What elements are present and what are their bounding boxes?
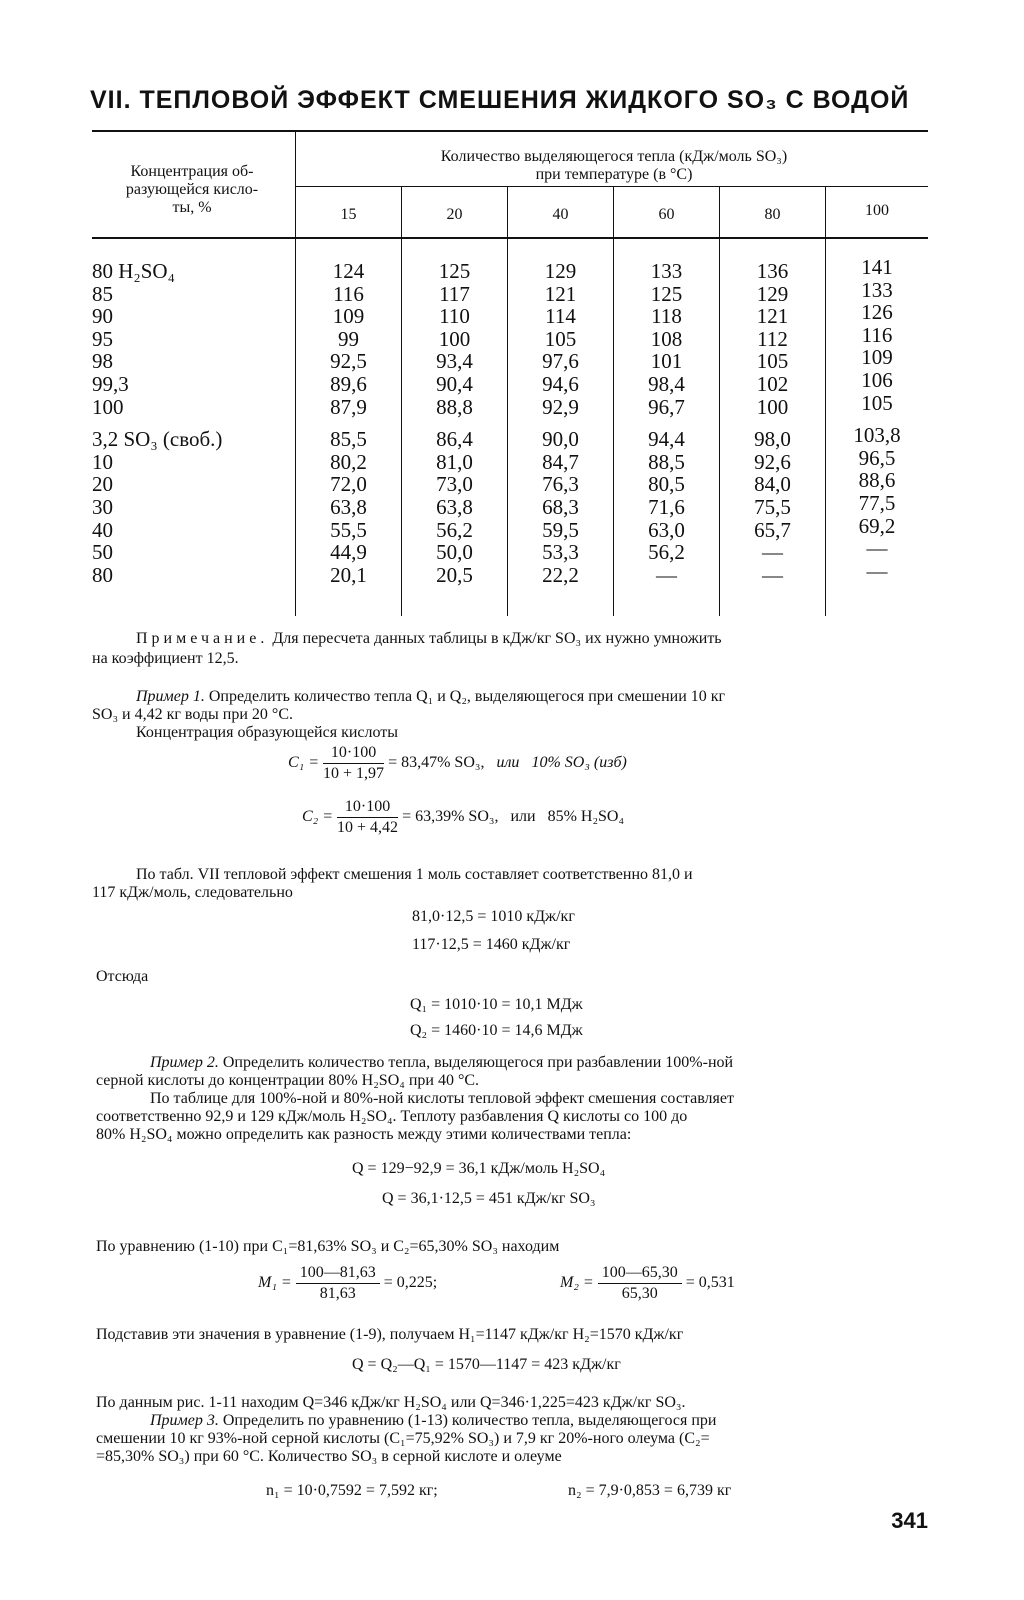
row-label: 95 (92, 326, 113, 351)
equation-line: Q = 36,1·12,5 = 451 кДж/кг SO₃ (382, 1190, 596, 1207)
example2-line: серной кислоты до концентрации 80% H₂SO₄ при 40 °С. (96, 1072, 480, 1089)
temperature-header: 100 (865, 202, 889, 219)
table-cell: 125 (438, 259, 471, 283)
table-cell: 89,6 (330, 371, 367, 396)
example2-label: Пример 2. (150, 1054, 219, 1071)
row-label: 50 (92, 540, 113, 565)
table-cell: 92,9 (542, 394, 579, 419)
m2-fraction (598, 1264, 682, 1303)
table-cell: 20,1 (330, 562, 367, 587)
m1-denominator: 81,63 (319, 1285, 356, 1302)
table-cell: 84,0 (754, 472, 791, 497)
example3-line (150, 1412, 716, 1430)
table-cell: 69,2 (858, 513, 896, 538)
example1-line: По табл. VII тепловой эффект смешения 1 моль составляет соответственно 81,0 и (136, 866, 693, 883)
equation-c2 (302, 798, 624, 837)
data-column-40 (508, 260, 613, 586)
table-cell: — (866, 536, 888, 561)
c1-numerator: 10·100 (323, 744, 384, 764)
example1-text: Определить количество тепла Q₁ и Q₂, выделяющегося при смешении 10 кг (204, 688, 726, 705)
equation-line: Q = 129−92,9 = 36,1 кДж/моль H₂SO₄ (352, 1160, 606, 1177)
table-cell: 80,5 (648, 472, 685, 497)
example3-line: =85,30% SO₃) при 60 °С. Количество SO₃ в серной кислоте и олеуме (96, 1448, 562, 1465)
temperature-divider-rule (296, 186, 928, 187)
table-cell: 75,5 (754, 494, 791, 519)
example3-label: Пример 3. (150, 1412, 219, 1429)
page-number: 341 (891, 1508, 928, 1533)
example1-line: 117 кДж/моль, следовательно (92, 884, 293, 901)
table-cell: 92,5 (330, 349, 367, 374)
table-cell: 101 (650, 349, 683, 374)
row-label: 80 H₂SO₄ (92, 259, 175, 283)
table-cell: 77,5 (858, 490, 896, 515)
table-cell: 50,0 (436, 540, 473, 565)
table-cell: 116 (861, 322, 893, 347)
table-cell: 121 (544, 281, 577, 306)
table-cell: 63,8 (330, 494, 367, 519)
equation-m1 (258, 1264, 437, 1303)
example2-line (150, 1054, 733, 1072)
table-cell: 125 (650, 281, 683, 306)
m1-lhs: M₁ = (258, 1274, 292, 1292)
page-title: VII. ТЕПЛОВОЙ ЭФФЕКТ СМЕШЕНИЯ ЖИДКОГО SO₃ С ВОДОЙ (90, 86, 910, 114)
table-cell: 112 (757, 326, 788, 351)
table-cell: 20,5 (436, 562, 473, 587)
example2-text: Определить количество тепла, выделяющегося при разбавлении 100%-ной (218, 1054, 734, 1071)
m2-result: = 0,531 (685, 1274, 735, 1292)
c2-lhs: C₂ = (302, 808, 334, 826)
example2-line: По данным рис. 1-11 находим Q=346 кДж/кг H₂SO₄ или Q=346·1,225=423 кДж/кг SO₃. (96, 1394, 686, 1411)
table-cell: 65,7 (754, 517, 791, 542)
row-label: 90 (92, 304, 113, 329)
table-cell: 133 (650, 259, 683, 283)
table-cell: 124 (332, 259, 365, 283)
table-cell: 94,6 (542, 371, 579, 396)
example1-line: SO₃ и 4,42 кг воды при 20 °С. (92, 706, 293, 723)
note-line (136, 630, 722, 648)
c2-result: = 63,39% SO₃, (402, 808, 499, 826)
row-label: 98 (92, 349, 113, 374)
table-cell: 103,8 (853, 423, 901, 448)
table-cell: 86,4 (436, 427, 473, 452)
equation-m2 (560, 1264, 735, 1303)
column-group-header-line: Количество выделяющегося тепла (кДж/моль SO₃) (440, 148, 788, 165)
row-label: 20 (92, 472, 113, 497)
table-cell: 90,0 (542, 427, 579, 452)
c2-or: или (510, 808, 536, 826)
table-cell: 71,6 (648, 494, 685, 519)
c2-alt: 85% H₂SO₄ (547, 808, 625, 826)
row-label-column (92, 260, 292, 586)
equation-c1 (288, 744, 627, 783)
table-cell: 96,7 (648, 394, 685, 419)
table-cell: 59,5 (542, 517, 579, 542)
table-cell: 94,4 (648, 427, 685, 452)
c1-result: = 83,47% SO₃, (388, 754, 485, 772)
data-column-20 (402, 260, 507, 586)
example3-line: смешении 10 кг 93%-ной серной кислоты (C₁=75,92% SO₃) и 7,9 кг 20%-ного олеума (C₂= (96, 1430, 710, 1447)
row-labels (92, 260, 292, 586)
row-label: 85 (92, 281, 113, 306)
table-cell: 99 (338, 326, 359, 351)
temperature-header: 15 (340, 206, 357, 223)
table-cell: 87,9 (330, 394, 367, 419)
row-header-line: Концентрация об- (130, 163, 254, 180)
example2-line: По уравнению (1-10) при C₁=81,63% SO₃ и C₂=65,30% SO₃ находим (96, 1238, 560, 1255)
table-cell: 114 (545, 304, 576, 329)
temperature-header: 80 (764, 206, 781, 223)
table-cell: 98,0 (754, 427, 791, 452)
equation-q2: Q₂ = 1460·10 = 14,6 МДж (410, 1022, 583, 1039)
equation-line: Q = Q₂—Q₁ = 1570—1147 = 423 кДж/кг (352, 1356, 621, 1373)
table-cell: 76,3 (542, 472, 579, 497)
m1-result: = 0,225; (383, 1274, 438, 1292)
row-header-line: разующейся кисло- (125, 181, 259, 198)
table-cell: 63,8 (436, 494, 473, 519)
table-cell: 92,6 (754, 449, 791, 474)
table-cell: 109 (332, 304, 365, 329)
equation-line: 81,0·12,5 = 1010 кДж/кг (412, 908, 575, 925)
table-cell: 121 (756, 304, 789, 329)
c2-fraction (337, 798, 398, 837)
table-cell: 22,2 (542, 562, 579, 587)
table-cell: 63,0 (648, 517, 685, 542)
table-cell: 44,9 (330, 540, 367, 565)
table-cell: — (656, 562, 677, 587)
table-cell: 73,0 (436, 472, 473, 497)
table-cell: — (866, 558, 888, 583)
table-cell: 97,6 (542, 349, 579, 374)
m2-numerator: 100—65,30 (598, 1264, 682, 1284)
table-cell: 126 (861, 300, 893, 325)
table-cell: 90,4 (436, 371, 473, 396)
temperature-header: 20 (446, 206, 463, 223)
table-cell: 88,8 (436, 394, 473, 419)
table-cell: 100 (438, 326, 471, 351)
table-cell: 102 (756, 371, 789, 396)
equation-line: 117·12,5 = 1460 кДж/кг (412, 936, 571, 953)
row-header (92, 163, 292, 217)
table-cell: 141 (861, 255, 893, 279)
example2-line: Подставив эти значения в уравнение (1-9), получаем H₁=1147 кДж/кг H₂=1570 кДж/кг (96, 1326, 684, 1343)
table-cell: 72,0 (330, 472, 367, 497)
c1-alt: 10% SO₃ (изб) (531, 754, 627, 772)
table-cell: 88,6 (858, 468, 896, 493)
equation-n2: n₂ = 7,9·0,853 = 6,739 кг (568, 1482, 732, 1499)
column-group-header-line: при температуре (в °С) (535, 166, 693, 183)
data-column-60 (614, 260, 719, 586)
table-cell: — (762, 540, 783, 565)
example1-line (136, 688, 725, 706)
table-cell: 105 (544, 326, 577, 351)
note-label: Примечание. (136, 630, 269, 647)
temperature-header: 40 (552, 206, 569, 223)
equation-q1: Q₁ = 1010·10 = 10,1 МДж (410, 996, 583, 1013)
table-cell: 129 (544, 259, 577, 283)
table-cell: — (762, 562, 783, 587)
c1-denominator: 10 + 1,97 (323, 765, 385, 782)
table-cell: 110 (439, 304, 470, 329)
table-cell: 56,2 (648, 540, 685, 565)
table-cell: 93,4 (436, 349, 473, 374)
table-cell: 68,3 (542, 494, 579, 519)
note-line: на коэффициент 12,5. (92, 650, 239, 667)
example2-line: По таблице для 100%-ной и 80%-ной кислоты тепловой эффект смешения составляет (150, 1090, 734, 1107)
table-cell: 85,5 (330, 427, 367, 452)
table-cell: 109 (861, 345, 893, 370)
data-column-100 (826, 256, 928, 582)
table-cell: 133 (861, 277, 893, 302)
table-cell: 88,5 (648, 449, 685, 474)
table-cell: 53,3 (542, 540, 579, 565)
m2-lhs: M₂ = (560, 1274, 594, 1292)
column-group-header (300, 148, 928, 184)
c2-denominator: 10 + 4,42 (337, 819, 399, 836)
example1-line: Концентрация образующейся кислоты (136, 724, 399, 741)
data-column-80 (720, 260, 825, 586)
m1-numerator: 100—81,63 (296, 1264, 380, 1284)
row-label: 80 (92, 562, 113, 587)
table-cell: 136 (756, 259, 789, 283)
table-cell: 100 (756, 394, 789, 419)
example2-line: соответственно 92,9 и 129 кДж/моль H₂SO₄. Теплоту разбавления Q кислоты со 100 до (96, 1108, 688, 1125)
m1-fraction (296, 1264, 380, 1303)
table-cell: 118 (651, 304, 682, 329)
table-cell: 105 (756, 349, 789, 374)
example2-line: 80% H₂SO₄ можно определить как разность между этими количествами тепла: (96, 1126, 632, 1143)
c2-numerator: 10·100 (337, 798, 398, 818)
data-column-15 (296, 260, 401, 586)
row-label: 100 (92, 394, 124, 419)
table-cell: 81,0 (436, 449, 473, 474)
table-cell: 108 (650, 326, 683, 351)
m2-denominator: 65,30 (621, 1285, 658, 1302)
row-label: 3,2 SO₃ (своб.) (92, 427, 223, 452)
equation-n1: n₁ = 10·0,7592 = 7,592 кг; (266, 1482, 438, 1499)
note-text: Для пересчета данных таблицы в кДж/кг SO₃ их нужно умножить (268, 630, 722, 647)
table-cell: 55,5 (330, 517, 367, 542)
c1-fraction (323, 744, 384, 783)
table-cell: 117 (439, 281, 470, 306)
example3-text: Определить по уравнению (1-13) количество тепла, выделяющегося при (218, 1412, 717, 1429)
table-cell: 80,2 (330, 449, 367, 474)
table-top-rule (92, 130, 928, 132)
temperature-header: 60 (658, 206, 675, 223)
table-cell: 129 (756, 281, 789, 306)
table-cell: 105 (861, 390, 893, 415)
c1-or: или (496, 754, 520, 772)
table-cell: 84,7 (542, 449, 579, 474)
row-label: 30 (92, 494, 113, 519)
row-header-line: ты, % (172, 199, 212, 216)
c1-lhs: C₁ = (288, 754, 320, 772)
table-cell: 96,5 (858, 445, 896, 470)
example1-label: Пример 1. (136, 688, 205, 705)
table-cell: 98,4 (648, 371, 685, 396)
example1-line: Отсюда (96, 968, 149, 985)
table-cell: 56,2 (436, 517, 473, 542)
table-cell: 116 (333, 281, 364, 306)
row-label: 10 (92, 449, 113, 474)
row-label: 99,3 (92, 371, 129, 396)
table-cell: 106 (861, 367, 893, 392)
table-header-rule (92, 237, 928, 239)
row-label: 40 (92, 517, 113, 542)
